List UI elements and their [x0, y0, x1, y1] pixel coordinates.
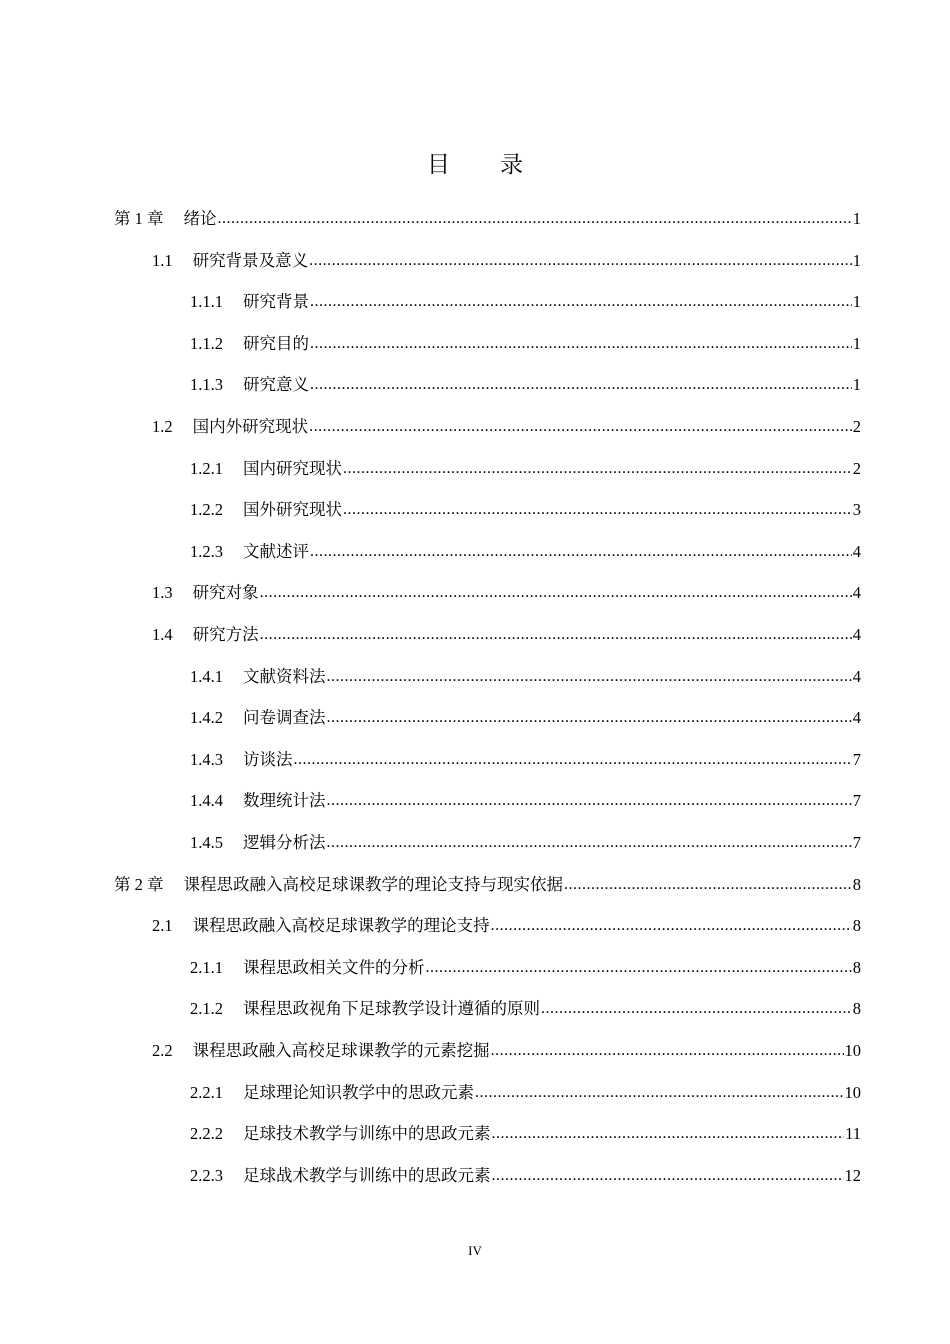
- toc-leader-dots: [260, 577, 852, 608]
- toc-entry-number: 第 1 章: [114, 209, 164, 228]
- toc-leader-dots: [491, 910, 852, 941]
- toc-entry-label: 课程思政融入高校足球课教学的元素挖掘: [192, 1041, 490, 1060]
- toc-entry-page: 4: [852, 625, 861, 644]
- toc-entry-number: 1.2.2: [190, 500, 223, 520]
- toc-entry-label: 问卷调查法: [243, 708, 326, 728]
- toc-leader-dots: [310, 536, 852, 567]
- toc-title: [0, 146, 950, 179]
- toc-entry-label: 课程思政融入高校足球课教学的理论支持与现实依据: [183, 874, 563, 894]
- toc-entry-page: 1: [852, 333, 861, 353]
- toc-leader-dots: [218, 203, 852, 234]
- toc-entry-sub[interactable]: [190, 1119, 861, 1149]
- toc-entry-page: 8: [852, 916, 861, 936]
- toc-entry-label: 课程思政相关文件的分析: [243, 957, 425, 977]
- toc-entry-section[interactable]: [152, 1036, 861, 1066]
- toc-entry-label: 国内研究现状: [243, 458, 342, 478]
- toc-entry-number: 1.4.5: [190, 833, 223, 852]
- toc-entry-number: 1.4.4: [190, 791, 223, 811]
- toc-entry-page: 10: [844, 1041, 861, 1060]
- toc-entry-label: 课程思政视角下足球教学设计遵循的原则: [243, 999, 540, 1019]
- toc-entry-page: 7: [852, 833, 861, 852]
- toc-leader-dots: [492, 1160, 844, 1191]
- toc-entry-label: 文献资料法: [243, 666, 326, 686]
- toc-entry-sub[interactable]: [190, 454, 861, 484]
- toc-leader-dots: [564, 869, 852, 900]
- toc-entry-sub[interactable]: [190, 1161, 861, 1191]
- toc-entry-sub[interactable]: [190, 537, 861, 567]
- toc-leader-dots: [309, 411, 852, 442]
- toc-entry-section[interactable]: [152, 578, 861, 608]
- toc-entry-sub[interactable]: [190, 953, 861, 983]
- toc-entry-number: 2.2: [152, 1041, 173, 1060]
- toc-entry-chapter[interactable]: [114, 204, 861, 234]
- toc-leader-dots: [260, 619, 852, 650]
- toc-entry-number: 1.1: [152, 250, 173, 270]
- toc-entry-label: 研究目的: [243, 333, 309, 353]
- toc-entry-label: 文献述评: [243, 541, 309, 561]
- toc-entry-label: 数理统计法: [243, 791, 326, 811]
- toc-entry-page: 1: [852, 375, 861, 395]
- toc-entry-page: 4: [852, 541, 861, 561]
- toc-leader-dots: [426, 952, 852, 983]
- toc-title-right: 录: [500, 152, 523, 178]
- toc-entry-section[interactable]: [152, 412, 861, 442]
- toc-entry-page: 1: [852, 250, 861, 270]
- toc-entry-label: 国内外研究现状: [192, 417, 309, 436]
- toc-entry-label: 研究对象: [192, 583, 259, 603]
- toc-leader-dots: [294, 744, 852, 775]
- toc-entry-number: 2.2.2: [190, 1124, 223, 1144]
- toc-leader-dots: [343, 453, 852, 484]
- toc-entry-page: 2: [852, 417, 861, 436]
- toc-entry-sub[interactable]: [190, 745, 861, 775]
- toc-leader-dots: [309, 245, 852, 276]
- toc-entry-sub[interactable]: [190, 287, 861, 317]
- toc-entry-label: 课程思政融入高校足球课教学的理论支持: [192, 916, 490, 936]
- toc-entry-number: 1.4: [152, 625, 173, 644]
- toc-entry-number: 1.4.1: [190, 666, 223, 686]
- toc-entry-sub[interactable]: [190, 786, 861, 816]
- toc-entry-sub[interactable]: [190, 1078, 861, 1108]
- toc-entry-chapter[interactable]: [114, 870, 861, 900]
- toc-leader-dots: [541, 993, 852, 1024]
- toc-entry-number: 1.4.3: [190, 749, 223, 769]
- toc-entry-label: 绪论: [183, 209, 217, 228]
- toc-entry-number: 第 2 章: [114, 874, 164, 894]
- toc-entry-label: 足球理论知识教学中的思政元素: [243, 1082, 474, 1102]
- toc-entry-page: 8: [852, 874, 861, 894]
- toc-leader-dots: [491, 1035, 844, 1066]
- toc-leader-dots: [310, 328, 852, 359]
- toc-entry-number: 1.1.3: [190, 375, 223, 395]
- toc-entry-section[interactable]: [152, 246, 861, 276]
- toc-entry-page: 4: [852, 583, 861, 603]
- toc-entry-page: 3: [852, 500, 861, 520]
- toc-entry-label: 研究背景及意义: [192, 250, 309, 270]
- toc-entry-number: 2.1: [152, 916, 173, 936]
- toc-leader-dots: [343, 494, 852, 525]
- toc-entry-sub[interactable]: [190, 703, 861, 733]
- toc-entry-page: 12: [844, 1165, 861, 1185]
- toc-entry-label: 逻辑分析法: [243, 833, 326, 852]
- toc-entry-label: 访谈法: [243, 749, 293, 769]
- toc-entry-section[interactable]: [152, 620, 861, 650]
- toc-entry-sub[interactable]: [190, 994, 861, 1024]
- toc-leader-dots: [310, 286, 852, 317]
- toc-title-left: 目: [427, 152, 450, 178]
- toc-leader-dots: [327, 827, 852, 858]
- toc-entry-section[interactable]: [152, 911, 861, 941]
- toc-leader-dots: [475, 1077, 844, 1108]
- toc-leader-dots: [310, 369, 852, 400]
- toc-entry-sub[interactable]: [190, 370, 861, 400]
- toc-entry-page: 7: [852, 791, 861, 811]
- toc-entry-sub[interactable]: [190, 662, 861, 692]
- page-number: IV: [468, 1243, 482, 1258]
- toc-entry-number: 1.4.2: [190, 708, 223, 728]
- toc-entry-page: 2: [852, 458, 861, 478]
- toc-entry-label: 足球技术教学与训练中的思政元素: [243, 1124, 491, 1144]
- toc-entry-number: 2.1.1: [190, 957, 223, 977]
- toc-entry-page: 4: [852, 708, 861, 728]
- toc-entry-label: 研究方法: [192, 625, 259, 644]
- toc-entry-number: 1.2.1: [190, 458, 223, 478]
- toc-entry-page: 11: [845, 1124, 861, 1144]
- toc-entry-page: 8: [852, 957, 861, 977]
- toc-entry-page: 1: [852, 292, 861, 312]
- toc-entry-label: 研究背景: [243, 292, 309, 312]
- toc-leader-dots: [327, 661, 852, 692]
- toc-entry-number: 1.1.2: [190, 333, 223, 353]
- toc-entry-sub[interactable]: [190, 828, 861, 858]
- toc-entry-number: 1.2: [152, 417, 173, 436]
- toc-entry-label: 国外研究现状: [243, 500, 342, 520]
- toc-entry-number: 1.3: [152, 583, 173, 603]
- toc-entry-label: 研究意义: [243, 375, 309, 395]
- toc-leader-dots: [327, 702, 852, 733]
- toc-entry-sub[interactable]: [190, 329, 861, 359]
- toc-entry-page: 4: [852, 666, 861, 686]
- toc-entry-number: 2.2.1: [190, 1082, 223, 1102]
- toc-entry-number: 2.1.2: [190, 999, 223, 1019]
- toc-entry-number: 1.2.3: [190, 541, 223, 561]
- toc-entry-sub[interactable]: [190, 495, 861, 525]
- toc-entry-page: 7: [852, 749, 861, 769]
- toc-entry-label: 足球战术教学与训练中的思政元素: [243, 1165, 491, 1185]
- toc-entry-page: 1: [852, 209, 861, 228]
- toc-entry-number: 2.2.3: [190, 1165, 223, 1185]
- toc-entry-page: 10: [844, 1082, 861, 1102]
- toc-leader-dots: [492, 1118, 845, 1149]
- toc-leader-dots: [327, 785, 852, 816]
- toc-entry-page: 8: [852, 999, 861, 1019]
- toc-entry-number: 1.1.1: [190, 292, 223, 312]
